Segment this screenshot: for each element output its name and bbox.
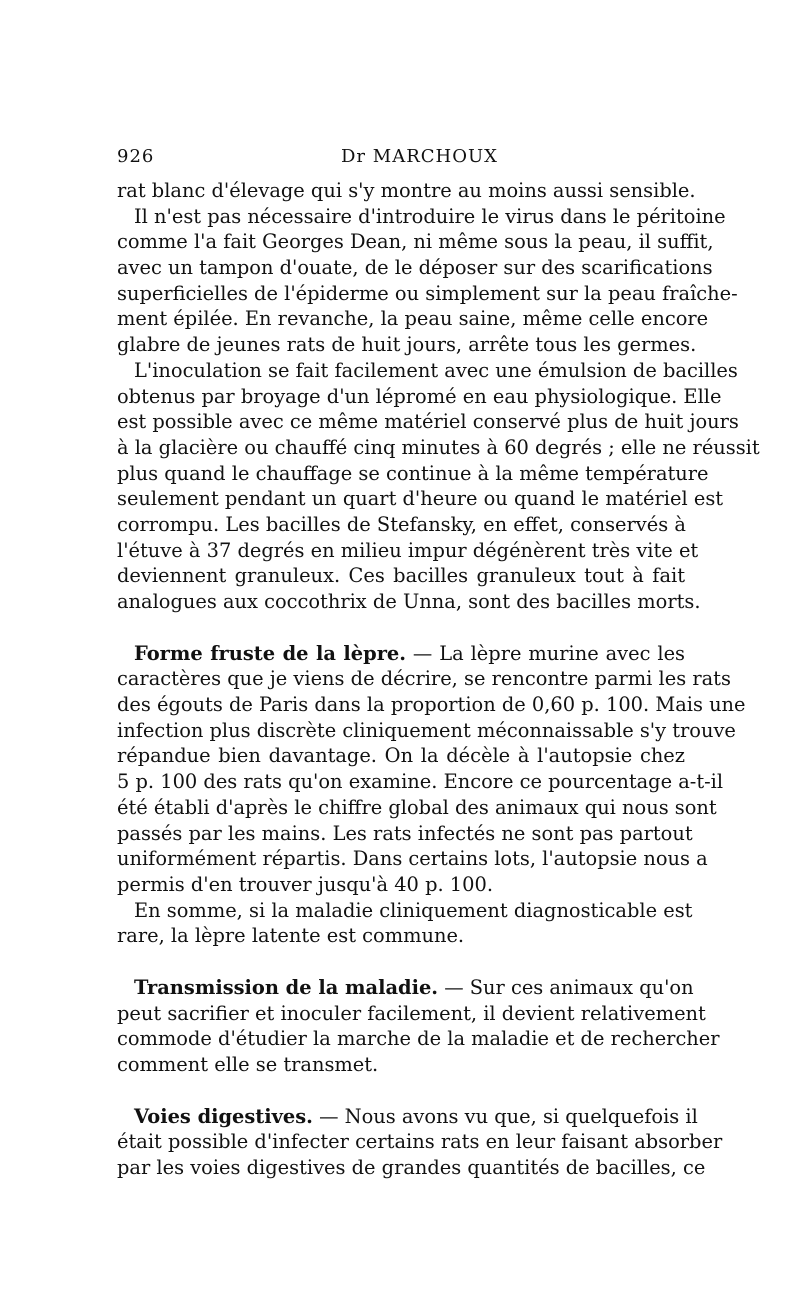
text-run: — Sur ces animaux qu'on <box>438 975 694 999</box>
text-line: répandue bien davantage. On la décèle à l'autopsie chez <box>117 744 685 768</box>
section-gap <box>117 949 685 975</box>
paragraph <box>117 358 760 615</box>
text-line: caractères que je viens de décrire, se rencontre parmi les rats <box>117 667 731 691</box>
text-line: des égouts de Paris dans la proportion de 0,60 p. 100. Mais une <box>117 693 746 717</box>
text-line: uniformément répartis. Dans certains lots, l'autopsie nous a <box>117 847 708 871</box>
section-heading: Voies digestives. <box>134 1104 313 1128</box>
text-line: par les voies digestives de grandes quantités de bacilles, ce <box>117 1156 706 1180</box>
text-run: — La lèpre murine avec les <box>406 641 685 665</box>
text-line: comment elle se transmet. <box>117 1053 379 1076</box>
paragraph <box>117 975 720 1078</box>
text-line: est possible avec ce même matériel conservé plus de huit jours <box>117 410 739 434</box>
text-run: — Nous avons vu que, si quelquefois il <box>312 1104 698 1128</box>
paragraph <box>117 178 696 204</box>
text-line: été établi d'après le chiffre global des animaux qui nous sont <box>117 795 717 819</box>
section-heading: Transmission de la maladie. <box>134 975 439 999</box>
text-line: l'étuve à 37 degrés en milieu impur dégénèrent très vite et <box>117 538 699 562</box>
text-line <box>117 1104 698 1130</box>
text-line: permis d'en trouver jusqu'à 40 p. 100. <box>117 872 493 896</box>
text-line: L'inoculation se fait facilement avec une émulsion de bacilles <box>134 358 738 382</box>
text-line <box>117 975 694 1001</box>
text-line: à la glacière ou chauffé cinq minutes à 60 degrés ; elle ne réussit <box>117 435 760 459</box>
text-line: était possible d'infecter certains rats en leur faisant absorber <box>117 1130 723 1154</box>
paragraph <box>117 1104 723 1181</box>
paragraph <box>117 898 693 949</box>
text-line: commode d'étudier la marche de la maladie et de rechercher <box>117 1027 720 1051</box>
text-line <box>117 641 685 667</box>
text-line: comme l'a fait Georges Dean, ni même sous la peau, il suffit, <box>117 230 714 254</box>
text-line: infection plus discrète cliniquement méconnaissable s'y trouve <box>117 718 736 742</box>
page-number: 926 <box>117 146 155 167</box>
text-line: passés par les mains. Les rats infectés ne sont pas partout <box>117 821 693 845</box>
text-line: deviennent granuleux. Ces bacilles granuleux tout à fait <box>117 564 685 588</box>
text-line: rat blanc d'élevage qui s'y montre au moins aussi sensible. <box>117 179 696 202</box>
paragraph <box>117 204 738 358</box>
text-line: glabre de jeunes rats de huit jours, arrête tous les germes. <box>117 333 697 357</box>
body-text <box>117 178 760 1181</box>
text-line: obtenus par broyage d'un lépromé en eau physiologique. Elle <box>117 384 722 408</box>
text-line: superficielles de l'épiderme ou simplement sur la peau fraîche- <box>117 281 738 305</box>
paragraph <box>117 641 746 898</box>
text-line: 5 p. 100 des rats qu'on examine. Encore ce pourcentage a-t-il <box>117 770 724 794</box>
section-gap <box>117 615 685 641</box>
page-header <box>117 146 677 172</box>
text-line: En somme, si la maladie cliniquement diagnosticable est <box>134 898 693 922</box>
text-line: peut sacrifier et inoculer facilement, il devient relativement <box>117 1001 706 1025</box>
text-line: plus quand le chauffage se continue à la même température <box>117 461 709 485</box>
section-gap <box>117 1078 685 1104</box>
text-line: ment épilée. En revanche, la peau saine, même celle encore <box>117 307 709 331</box>
section-heading: Forme fruste de la lèpre. <box>134 641 407 665</box>
text-line: Il n'est pas nécessaire d'introduire le virus dans le péritoine <box>134 204 726 228</box>
text-line: rare, la lèpre latente est commune. <box>117 924 465 948</box>
running-head: Dr MARCHOUX <box>341 146 498 167</box>
text-line: analogues aux coccothrix de Unna, sont des bacilles morts. <box>117 590 701 613</box>
text-line: corrompu. Les bacilles de Stefansky, en effet, conservés à <box>117 512 686 536</box>
text-line: avec un tampon d'ouate, de le déposer sur des scarifications <box>117 256 713 280</box>
text-line: seulement pendant un quart d'heure ou quand le matériel est <box>117 487 724 511</box>
